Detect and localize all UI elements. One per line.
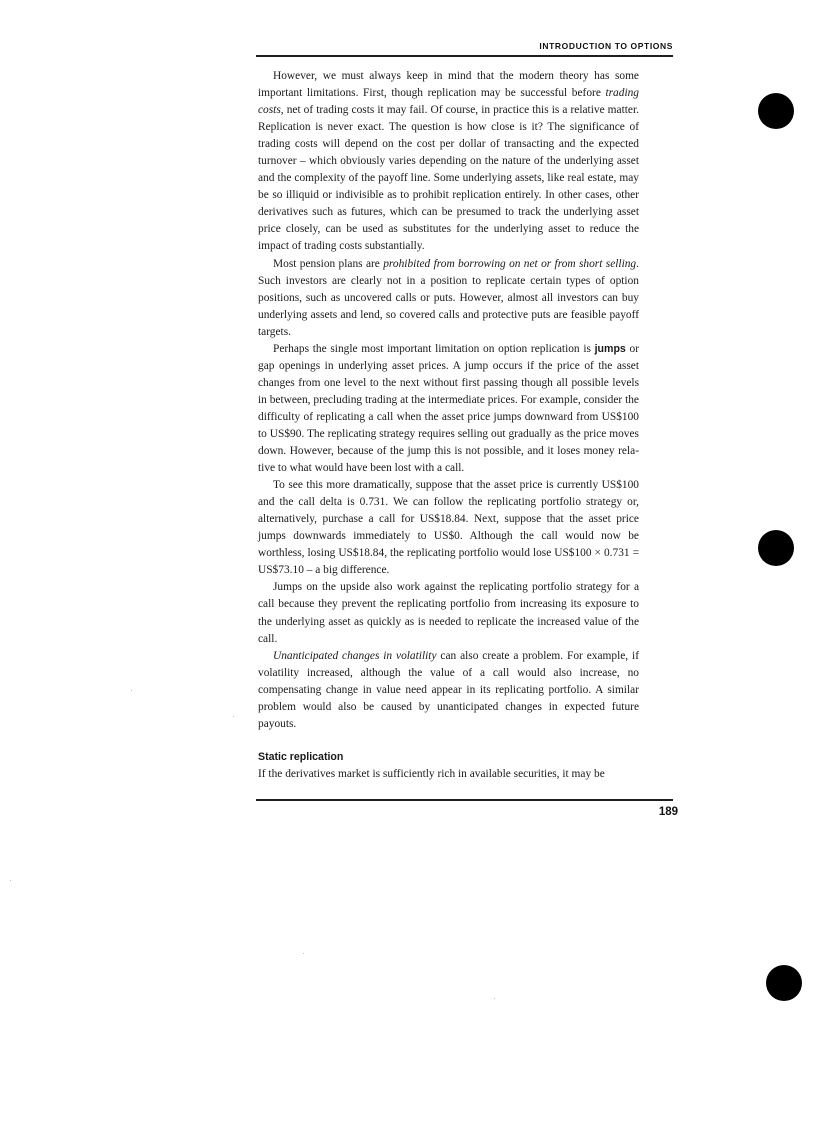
p1-text-b: , net of trading costs it may fail. Of course, in practice this is a relative matter. Replication is never exact. The question is how close is it? The significance of trading costs will depend on the cost per dollar of transacting and the expected turnover – which obviously varies depending on the nature of the underlying asset and the complexity of the payoff line. Some underlying assets, like real estate, may be so illiquid or indivisible as to prohibit replication entirely. In other cases, other derivatives such as futures, which can be presumed to track the underlying asset price closely, can be used as substitutes for the underlying asset to reduce the impact of trading costs substantially. [258, 104, 639, 253]
p3-keyword: jumps [594, 342, 626, 355]
paragraph-3 [258, 341, 639, 477]
p1-emphasis: trading costs [258, 87, 639, 117]
p3-text-b: or gap openings in underlying asset prices. A jump occurs if the price of the asset changes from one level to the next without first passing though all possible levels in between, precluding trading at the intermediate prices. For example, consider the difficulty of replicating a call when the asset price jumps downward from US$100 to US$90. The replicating strategy requires selling out gradually as the price moves down. However, because of the jump this is not possible, and it loses money relative to what would have been lost with a call. [258, 342, 639, 475]
p2-text-b: . Such investors are clearly not in a position to replicate certain types of option positions, such as uncovered calls or puts. However, almost all investors can buy underlying assets and lend, so covered calls and protective puts are feasible payoff targets. [258, 257, 639, 338]
section-paragraph: If the derivatives market is sufficiently rich in available securities, it may be [258, 767, 605, 780]
scan-speck [303, 953, 304, 954]
p6-emphasis: Unanticipated changes in volatility [273, 649, 437, 662]
paragraph-1 [258, 68, 639, 256]
punch-hole-middle [758, 530, 794, 566]
p3-text-a: Perhaps the single most important limitation on option replication is [273, 342, 595, 355]
footer-rule [256, 799, 673, 801]
paragraph-4: To see this more dramatically, suppose that the asset price is currently US$100 and the call delta is 0.731. We can follow the replicating portfolio strategy or, alternatively, purchase a call for US$18.84. Next, suppose that the asset price jumps downwards immediately to US$0. Although the call would now be worthless, losing US$18.84, the replicating portfolio would lose US$100 × 0.731 = US$73.10 – a big difference. [258, 479, 639, 577]
punch-hole-top [758, 93, 794, 129]
p2-emphasis: prohibited from borrowing on net or from short selling [383, 257, 637, 270]
header-rule [256, 55, 673, 57]
paragraph-6 [258, 648, 639, 733]
section-heading [258, 749, 639, 766]
section-heading-text: Static replication [258, 750, 344, 763]
p1-text-a: However, we must always keep in mind that the modern theory has some important limitations. First, though replication may be successful before [258, 70, 639, 100]
p2-text-a: Most pension plans are [273, 257, 384, 270]
scan-speck [233, 716, 234, 717]
scan-speck [131, 690, 132, 691]
running-header: INTRODUCTION TO OPTIONS [539, 41, 673, 51]
page-number: 189 [658, 806, 678, 818]
scan-speck [10, 880, 11, 881]
p6-text-b: can also create a problem. For example, if volatility increased, although the value of a call would also increase, no compensating change in value need appear in its replicating portfolio. A similar problem would also be caused by unanticipated changes in expected future payouts. [258, 649, 639, 730]
body-text [258, 68, 639, 783]
paragraph-5: Jumps on the upside also work against the replicating portfolio strategy for a call because they prevent the replicating portfolio from increasing its exposure to the underlying asset as quickly as is needed to replicate the increased value of the call. [258, 581, 639, 645]
scan-speck [494, 998, 495, 999]
punch-hole-bottom [766, 965, 802, 1001]
paragraph-2 [258, 256, 639, 341]
